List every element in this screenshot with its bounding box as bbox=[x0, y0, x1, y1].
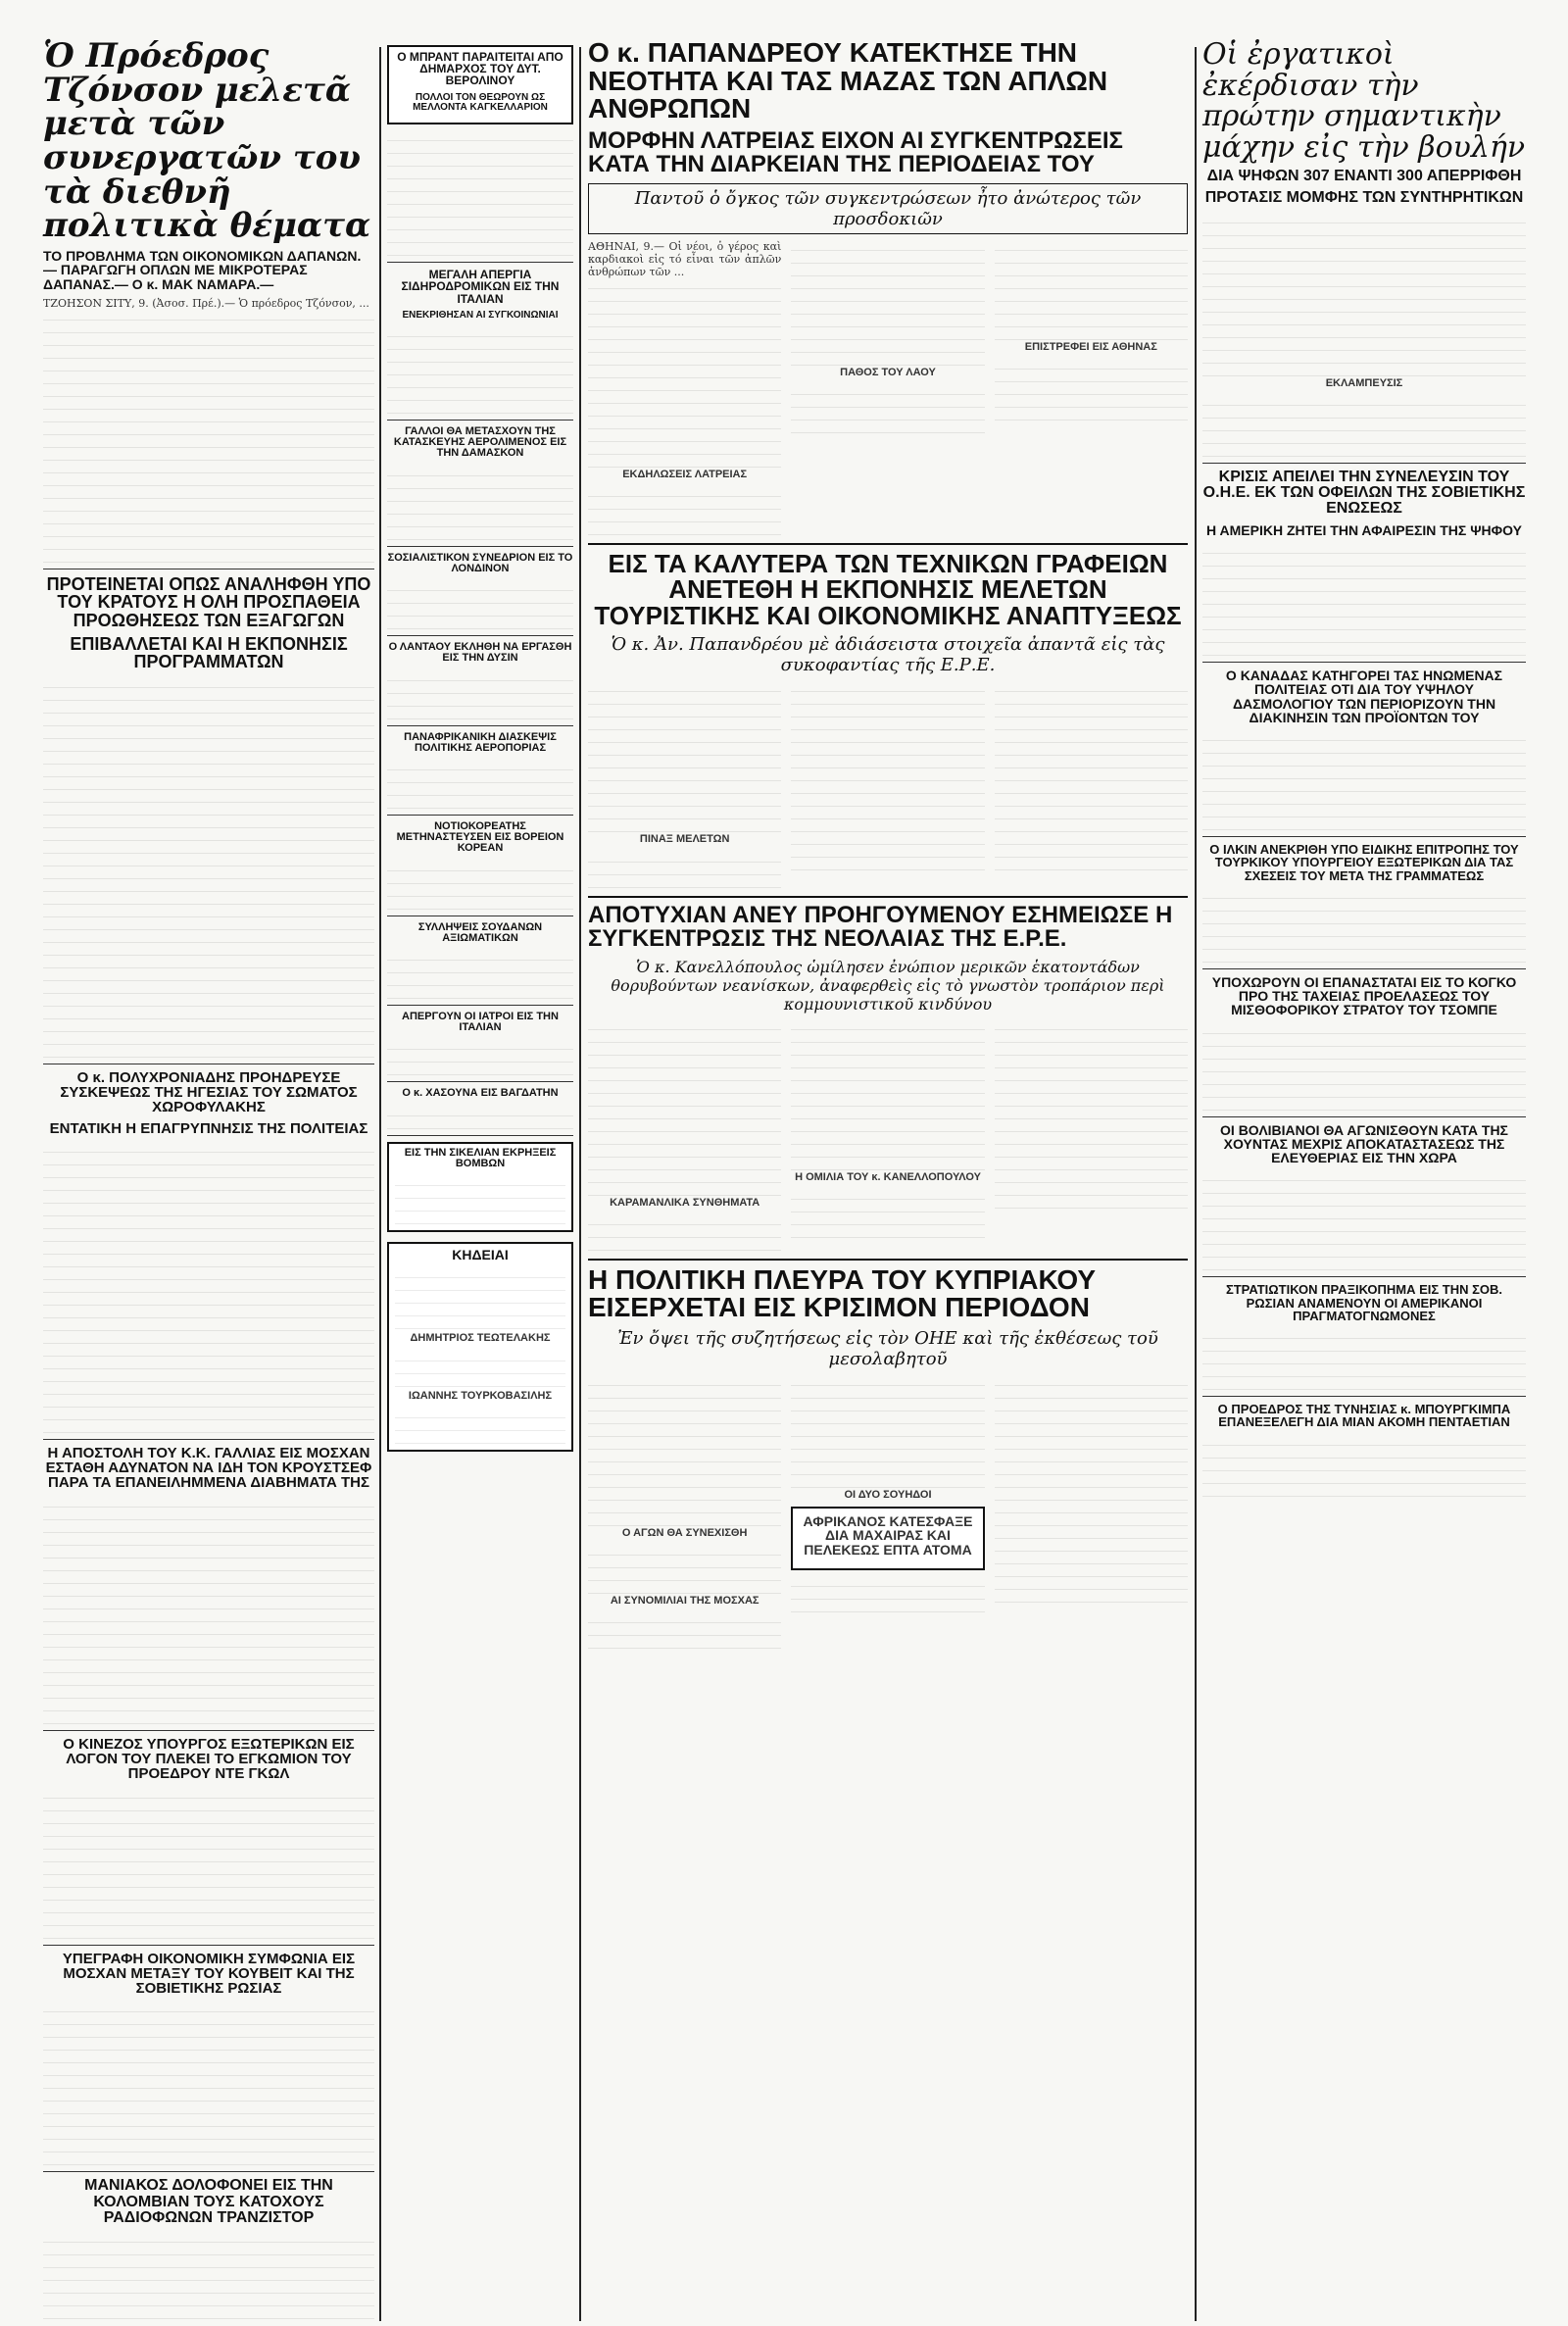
italic-subhead: Ὁ κ. Ἀν. Παπανδρέου μὲ ἀδιάσειστα στοιχεῖα ἀπαντᾶ εἰς τὰς συκοφαντίας τῆς Ε.Ρ.Ε. bbox=[611, 634, 1165, 676]
section-label: ΑΙ ΣΥΝΟΜΙΛΙΑΙ ΤΗΣ ΜΟΣΧΑΣ bbox=[610, 1595, 760, 1608]
subhead: ΠΟΛΛΟΙ ΤΟΝ ΘΕΩΡΟΥΝ ΩΣ ΜΕΛΛΟΝΤΑ ΚΑΓΚΕΛΛΑΡΙΟΝ bbox=[413, 91, 548, 113]
column-2 bbox=[387, 39, 573, 1458]
subhead: ΕΝΕΚΡΙΘΗΣΑΝ ΑΙ ΣΥΓΚΟΙΝΩΝΙΑΙ bbox=[402, 309, 559, 321]
lead-col-3 bbox=[995, 240, 1188, 537]
article-body bbox=[43, 1788, 374, 1939]
main-youth bbox=[588, 901, 1188, 1253]
article-body bbox=[43, 2002, 374, 2165]
main-tech bbox=[588, 548, 1188, 890]
right-tunisia bbox=[1202, 1403, 1526, 1497]
article-haso bbox=[387, 1088, 573, 1128]
headline: ΟΙ ΒΟΛΙΒΙΑΝΟΙ ΘΑ ΑΓΩΝΙΣΘΟΥΝ ΚΑΤΑ ΤΗΣ ΧΟΥΝΤΑΣ ΜΕΧΡΙΣ ΑΠΟΚΑΤΑΣΤΑΣΕΩΣ ΤΗΣ ΕΛΕΥΘΕΡΙΑΣ ΕΙΣ ΤΗΝ ΧΩΡΑ bbox=[1220, 1121, 1508, 1166]
right-iskin bbox=[1202, 843, 1526, 963]
headline: Οἱ ἐργατικοὶ ἐκέρδισαν τὴν πρώτην σημαντικὴν μάχην εἰς τὴν βουλήν bbox=[1202, 37, 1526, 165]
article-doctors bbox=[387, 1012, 573, 1075]
article-left-mid3 bbox=[43, 1446, 374, 1724]
lead-body bbox=[588, 240, 1188, 537]
article-body bbox=[43, 2232, 374, 2326]
headline: Ο ΠΡΟΕΔΡΟΣ ΤΗΣ ΤΥΝΗΣΙΑΣ κ. ΜΠΟΥΡΓΚΙΜΠΑ ΕΠΑΝΕΞΕΛΕΓΗ ΔΙΑ ΜΙΑΝ ΑΚΟΜΗ ΠΕΝΤΑΕΤΙΑΝ bbox=[1217, 1402, 1511, 1430]
article-left-mid bbox=[43, 575, 374, 1058]
subhead: ΔΙΑ ΨΗΦΩΝ 307 ΕΝΑΝΤΙ 300 ΑΠΕΡΡΙΦΘΗ bbox=[1206, 168, 1522, 184]
separator bbox=[43, 1730, 374, 1731]
section-label: ΕΠΙΣΤΡΕΦΕΙ ΕΙΣ ΑΘΗΝΑΣ bbox=[1024, 340, 1157, 353]
headline: ΥΠΕΓΡΑΦΗ ΟΙΚΟΝΟΜΙΚΗ ΣΥΜΦΩΝΙΑ ΕΙΣ ΜΟΣΧΑΝ ΜΕΤΑΞΥ ΤΟΥ ΚΟΥΒΕΙΤ ΚΑΙ ΤΗΣ ΣΟΒΙΕΤΙΚΗΣ ΡΩΣΙΑΣ bbox=[62, 1950, 356, 1998]
right-congo bbox=[1202, 975, 1526, 1111]
section-label: ΠΙΝΑΞ ΜΕΛΕΤΩΝ bbox=[639, 833, 730, 846]
youth-body bbox=[588, 1019, 1188, 1253]
article-left-mid5 bbox=[43, 1952, 374, 2166]
headline: ΑΦΡΙΚΑΝΟΣ ΚΑΤΕΣΦΑΞΕ ΔΙΑ ΜΑΧΑΙΡΑΣ ΚΑΙ ΠΕΛΕΚΕΩΣ ΕΠΤΑ ΑΤΟΜΑ bbox=[803, 1513, 973, 1558]
headline: Η ΑΠΟΣΤΟΛΗ ΤΟΥ Κ.Κ. ΓΑΛΛΙΑΣ ΕΙΣ ΜΟΣΧΑΝ ΕΣΤΑΘΗ ΑΔΥΝΑΤΟΝ ΝΑ ΙΔΗ ΤΟΝ ΚΡΟΥΣΤΣΕΦ ΠΑΡΑ ΤΑ ΕΠΑΝΕΙΛΗΜΜΕΝΑ ΔΙΑΒΗΜΑΤΑ ΤΗΣ bbox=[45, 1444, 372, 1492]
section-label: Ο ΑΓΩΝ ΘΑ ΣΥΝΕΧΙΣΘΗ bbox=[621, 1526, 748, 1539]
italic-subhead: Ἐν ὄψει τῆς συζητήσεως εἰς τὸν ΟΗΕ καὶ τῆς ἐκθέσεως τοῦ μεσολαβητοῦ bbox=[617, 1327, 1158, 1369]
headline: ΕΙΣ ΤΗΝ ΣΙΚΕΛΙΑΝ ΕΚΡΗΞΕΙΣ ΒΟΜΒΩΝ bbox=[404, 1146, 557, 1169]
headline: Ο ΚΙΝΕΖΟΣ ΥΠΟΥΡΓΟΣ ΕΞΩΤΕΡΙΚΩΝ ΕΙΣ ΛΟΓΟΝ ΤΟΥ ΠΛΕΚΕΙ ΤΟ ΕΓΚΩΜΙΟΝ ΤΟΥ ΠΡΟΕΔΡΟΥ ΝΤΕ ΓΚΩΛ bbox=[63, 1735, 355, 1783]
right-column bbox=[1202, 39, 1526, 1499]
headline: ΠΑΝΑΦΡΙΚΑΝΙΚΗ ΔΙΑΣΚΕΨΙΣ ΠΟΛΙΤΙΚΗΣ ΑΕΡΟΠΟΡΙΑΣ bbox=[404, 730, 557, 754]
article-sudan bbox=[387, 922, 573, 999]
headline: Ο ΛΑΝΤΑΟΥ ΕΚΛΗΘΗ ΝΑ ΕΡΓΑΣΘΗ ΕΙΣ ΤΗΝ ΔΥΣΙΝ bbox=[388, 641, 572, 665]
headline: ΑΠΕΡΓΟΥΝ ΟΙ ΙΑΤΡΟΙ ΕΙΣ ΤΗΝ ΙΤΑΛΙΑΝ bbox=[402, 1011, 559, 1034]
headline: ΣΤΡΑΤΙΩΤΙΚΟΝ ΠΡΑΞΙΚΟΠΗΜΑ ΕΙΣ ΤΗΝ ΣΟΒ. ΡΩΣΙΑΝ ΑΝΑΜΕΝΟΥΝ ΟΙ ΑΜΕΡΙΚΑΝΟΙ ΠΡΑΓΜΑΤΟΓΝΩΜΟΝΕΣ bbox=[1225, 1282, 1503, 1323]
headline: Ὁ Πρόεδρος Τζόνσον μελετᾶ μετὰ τῶν συνεργατῶν του τὰ διεθνῆ πολιτικὰ θέματα bbox=[43, 36, 371, 246]
italic-box bbox=[588, 183, 1188, 234]
funerals-box bbox=[387, 1242, 573, 1452]
headline: ΝΟΤΙΟΚΟΡΕΑΤΗΣ ΜΕΤΗΝΑΣΤΕΥΣΕΝ ΕΙΣ ΒΟΡΕΙΟΝ ΚΟΡΕΑΝ bbox=[396, 819, 564, 855]
article-body bbox=[43, 677, 374, 1058]
dateline: ΑΘΗΝΑΙ, 9.— Οἱ νέοι, ὁ γέρος καὶ καρδιακοὶ εἰς τό εἶναι τῶν ἀπλῶν ἀνθρώπων τῶν ... bbox=[588, 239, 782, 278]
headline: ΕΙΣ ΤΑ ΚΑΛΥΤΕΡΑ ΤΩΝ ΤΕΧΝΙΚΩΝ ΓΡΑΦΕΙΩΝ ΑΝΕΤΕΘΗ Η ΕΚΠΟΝΗΣΙΣ ΜΕΛΕΤΩΝ ΤΟΥΡΙΣΤΙΚΗΣ ΚΑΙ ΟΙΚΟΝΟΜΙΚΗΣ ΑΝΑΠΤΥΞΕΩΣ bbox=[594, 548, 1182, 630]
cyprus-body bbox=[588, 1375, 1188, 1651]
headline: ΜΑΝΙΑΚΟΣ ΔΟΛΟΦΟΝΕΙ ΕΙΣ ΤΗΝ ΚΟΛΟΜΒΙΑΝ ΤΟΥΣ ΚΑΤΟΧΟΥΣ ΡΑΔΙΟΦΩΝΩΝ ΤΡΑΝΖΙΣΤΟΡ bbox=[84, 2177, 333, 2227]
subhead: ΕΝΤΑΤΙΚΗ Η ΕΠΑΓΡΥΠΝΗΣΙΣ ΤΗΣ ΠΟΛΙΤΕΙΑΣ bbox=[49, 1119, 368, 1137]
article-korea bbox=[387, 821, 573, 910]
italic-subhead: Παντοῦ ὁ ὄγκος τῶν συγκεντρώσεων ἦτο ἀνώτερος τῶν προσδοκιῶν bbox=[634, 187, 1142, 229]
article-gallic bbox=[387, 426, 573, 540]
text-lines bbox=[43, 310, 374, 563]
section-label: ΟΙ ΔΥΟ ΣΟΥΗΔΟΙ bbox=[844, 1488, 932, 1501]
article-body bbox=[43, 297, 374, 563]
headline: ΑΠΟΤΥΧΙΑΝ ΑΝΕΥ ΠΡΟΗΓΟΥΜΕΝΟΥ ΕΣΗΜΕΙΩΣΕ Η ΣΥΓΚΕΝΤΡΩΣΙΣ ΤΗΣ ΝΕΟΛΑΙΑΣ ΤΗΣ Ε.Ρ.Ε. bbox=[588, 901, 1173, 953]
article-body bbox=[43, 1497, 374, 1724]
main-cyprus bbox=[588, 1263, 1188, 1652]
headline: ΜΕΓΑΛΗ ΑΠΕΡΓΙΑ ΣΙΔΗΡΟΔΡΟΜΙΚΩΝ ΕΙΣ ΤΗΝ ΙΤΑΛΙΑΝ bbox=[401, 268, 560, 306]
headline: Ο κ. ΧΑΣΟΥΝΑ ΕΙΣ ΒΑΓΔΑΤΗΝ bbox=[402, 1087, 559, 1100]
headline: ΚΗΔΕΙΑΙ bbox=[452, 1247, 509, 1263]
section-label: Η ΟΜΙΛΙΑ ΤΟΥ κ. ΚΑΝΕΛΛΟΠΟΥΛΟΥ bbox=[795, 1170, 981, 1183]
column-rule-1 bbox=[379, 47, 381, 2321]
headline: ΣΥΛΛΗΨΕΙΣ ΣΟΥΔΑΝΩΝ ΑΞΙΩΜΑΤΙΚΩΝ bbox=[417, 920, 543, 944]
tech-body bbox=[588, 681, 1188, 889]
section-label: ΕΚΔΗΛΩΣΕΙΣ ΛΑΤΡΕΙΑΣ bbox=[622, 468, 748, 480]
section-label: ΚΑΡΑΜΑΝΛΙΚΑ ΣΥΝΘΗΜΑΤΑ bbox=[610, 1196, 760, 1209]
article-body bbox=[387, 130, 573, 256]
main-column bbox=[588, 39, 1188, 1651]
article-paneur bbox=[387, 732, 573, 809]
column-rule-2 bbox=[579, 47, 581, 2321]
right-bolivia bbox=[1202, 1123, 1526, 1271]
main-lead bbox=[588, 39, 1188, 537]
headline: Ο κ. ΠΟΛΥΧΡΟΝΙΑΔΗΣ ΠΡΟΗΔΡΕΥΣΕ ΣΥΣΚΕΨΕΩΣ ΤΗΣ ΗΓΕΣΙΑΣ ΤΟΥ ΣΩΜΑΤΟΣ ΧΩΡΟΦΥΛΑΚΗΣ bbox=[60, 1068, 358, 1116]
name: ΙΩΑΝΝΗΣ ΤΟΥΡΚΟΒΑΣΙΛΗΣ bbox=[408, 1389, 553, 1402]
subhead: Η ΑΜΕΡΙΚΗ ΖΗΤΕΙ ΤΗΝ ΑΦΑΙΡΕΣΙΝ ΤΗΣ ΨΗΦΟΥ bbox=[1206, 521, 1522, 538]
subhead: ΤΟ ΠΡΟΒΛΗΜΑ ΤΩΝ ΟΙΚΟΝΟΜΙΚΩΝ ΔΑΠΑΝΩΝ.— ΠΑΡΑΓΩΓΗ ΟΠΛΩΝ ΜΕ ΜΙΚΡΟΤΕΡΑΣ ΔΑΠΑΝΑΣ.— Ο κ. ΜΑΚ ΝΑΜΑΡΑ.— bbox=[43, 248, 362, 292]
headline: ΠΡΟΤΕΙΝΕΤΑΙ ΟΠΩΣ ΑΝΑΛΗΦΘΗ ΥΠΟ ΤΟΥ ΚΡΑΤΟΥΣ Η ΟΛΗ ΠΡΟΣΠΑΘΕΙΑ ΠΡΟΩΘΗΣΕΩΣ ΤΩΝ ΕΞΑΓΩΓΩΝ bbox=[46, 573, 371, 630]
lead-col-2 bbox=[791, 240, 984, 537]
article-left-top bbox=[43, 36, 374, 563]
subhead-2: ΠΡΟΤΑΣΙΣ ΜΟΜΦΗΣ ΤΩΝ ΣΥΝΤΗΡΗΤΙΚΩΝ bbox=[1204, 189, 1524, 207]
right-soviet bbox=[1202, 1283, 1526, 1390]
right-crisis bbox=[1202, 470, 1526, 656]
headline: Ο ΙΛΚΙΝ ΑΝΕΚΡΙΘΗ ΥΠΟ ΕΙΔΙΚΗΣ ΕΠΙΤΡΟΠΗΣ ΤΟΥ ΤΟΥΡΚΙΚΟΥ ΥΠΟΥΡΓΕΙΟΥ ΕΞΩΤΕΡΙΚΩΝ ΔΙΑ ΤΑΣ ΣΧΕΣΕΙΣ ΤΟΥ ΜΕΤΑ ΤΗΣ ΓΡΑΜΜΑΤΕΩΣ bbox=[1209, 842, 1519, 883]
article-strike bbox=[387, 269, 573, 414]
separator bbox=[43, 1945, 374, 1946]
headline-2: ΜΟΡΦΗΝ ΛΑΤΡΕΙΑΣ ΕΙΧΟΝ ΑΙ ΣΥΓΚΕΝΤΡΩΣΕΙΣ ΚΑΤΑ ΤΗΝ ΔΙΑΡΚΕΙΑΝ ΤΗΣ ΠΕΡΙΟΔΕΙΑΣ ΤΟΥ bbox=[588, 126, 1123, 178]
name: ΔΗΜΗΤΡΙΟΣ ΤΕΩΤΕΛΑΚΗΣ bbox=[410, 1332, 551, 1345]
african-box bbox=[791, 1507, 984, 1570]
sicily-box bbox=[387, 1142, 573, 1232]
headline: ΣΟΣΙΑΛΙΣΤΙΚΟΝ ΣΥΝΕΔΡΙΟΝ ΕΙΣ ΤΟ ΛΟΝΔΙΝΟΝ bbox=[387, 551, 573, 574]
italic-subhead: Ὁ κ. Κανελλόπουλος ὡμίλησεν ἐνώπιον μερικῶν ἑκατοντάδων θορυβούντων νεανίσκων, ἀναφερθεὶς εἰς τὸ γνωστὸν τροπάριον περὶ κομμουνιστικοῦ κινδύνου bbox=[611, 957, 1165, 1014]
headline: ΚΡΙΣΙΣ ΑΠΕΙΛΕΙ ΤΗΝ ΣΥΝΕΛΕΥΣΙΝ ΤΟΥ Ο.Η.Ε. ΕΚ ΤΩΝ ΟΦΕΙΛΩΝ ΤΗΣ ΣΟΒΙΕΤΙΚΗΣ ΕΝΩΣΕΩΣ bbox=[1202, 468, 1526, 518]
article-left-bottom bbox=[43, 2178, 374, 2326]
headline: Ο κ. ΠΑΠΑΝΔΡΕΟΥ ΚΑΤΕΚΤΗΣΕ ΤΗΝ ΝΕΟΤΗΤΑ ΚΑΙ ΤΑΣ ΜΑΖΑΣ ΤΩΝ ΑΠΛΩΝ ΑΝΘΡΩΠΩΝ bbox=[588, 37, 1108, 124]
brand-box bbox=[387, 45, 573, 124]
right-lead bbox=[1202, 39, 1526, 457]
headline-2: ΕΠΙΒΑΛΛΕΤΑΙ ΚΑΙ Η ΕΚΠΟΝΗΣΙΣ ΠΡΟΓΡΑΜΜΑΤΩΝ bbox=[70, 633, 348, 672]
headline: ΓΑΛΛΟΙ ΘΑ ΜΕΤΑΣΧΟΥΝ ΤΗΣ ΚΑΤΑΣΚΕΥΗΣ ΑΕΡΟΛΙΜΕΝΟΣ ΕΙΣ ΤΗΝ ΔΑΜΑΣΚΟΝ bbox=[393, 424, 567, 460]
article-socialist bbox=[387, 553, 573, 629]
right-canada bbox=[1202, 668, 1526, 830]
column-rule-3 bbox=[1195, 47, 1197, 2321]
headline: Η ΠΟΛΙΤΙΚΗ ΠΛΕΥΡΑ ΤΟΥ ΚΥΠΡΙΑΚΟΥ ΕΙΣΕΡΧΕΤΑΙ ΕΙΣ ΚΡΙΣΙΜΟΝ ΠΕΡΙΟΔΟΝ bbox=[588, 1263, 1097, 1323]
separator bbox=[43, 2171, 374, 2172]
left-column bbox=[43, 36, 374, 2326]
article-left-mid2 bbox=[43, 1070, 374, 1433]
article-left-mid4 bbox=[43, 1737, 374, 1939]
lead-col-1 bbox=[588, 240, 781, 537]
headline: ΥΠΟΧΩΡΟΥΝ ΟΙ ΕΠΑΝΑΣΤΑΤΑΙ ΕΙΣ ΤΟ ΚΟΓΚΟ ΠΡΟ ΤΗΣ ΤΑΧΕΙΑΣ ΠΡΟΕΛΑΣΕΩΣ ΤΟΥ ΜΙΣΘΟΦΟΡΙΚΟΥ ΣΤΡΑΤΟΥ ΤΟΥ ΤΣΟΜΠΕ bbox=[1211, 973, 1517, 1018]
headline: Ο ΚΑΝΑΔΑΣ ΚΑΤΗΓΟΡΕΙ ΤΑΣ ΗΝΩΜΕΝΑΣ ΠΟΛΙΤΕΙΑΣ ΟΤΙ ΔΙΑ ΤΟΥ ΥΨΗΛΟΥ ΔΑΣΜΟΛΟΓΙΟΥ ΤΩΝ ΠΕΡΙΟΡΙΖΟΥΝ ΤΗΝ ΔΙΑΚΙΝΗΣΙΝ ΤΩΝ ΠΡΟΪΟΝΤΩΝ ΤΟΥ bbox=[1225, 668, 1503, 725]
article-body bbox=[43, 1142, 374, 1433]
article-landau bbox=[387, 642, 573, 718]
section-label: ΕΚΛΑΜΠΕΥΣΙΣ bbox=[1325, 376, 1403, 389]
dateline: ΤΖΟΗΣΟΝ ΣΙΤΥ, 9. (Ἀσοσ. Πρέ.).— Ὁ πρόεδρος Τζόνσον, ... bbox=[43, 296, 369, 310]
headline: Ο ΜΠΡΑΝΤ ΠΑΡΑΙΤΕΙΤΑΙ ΑΠΟ ΔΗΜΑΡΧΟΣ ΤΟΥ ΔΥΤ. ΒΕΡΟΛΙΝΟΥ bbox=[397, 50, 564, 88]
section-label: ΠΑΘΟΣ ΤΟΥ ΛΑΟΥ bbox=[840, 366, 936, 378]
separator bbox=[43, 1439, 374, 1440]
